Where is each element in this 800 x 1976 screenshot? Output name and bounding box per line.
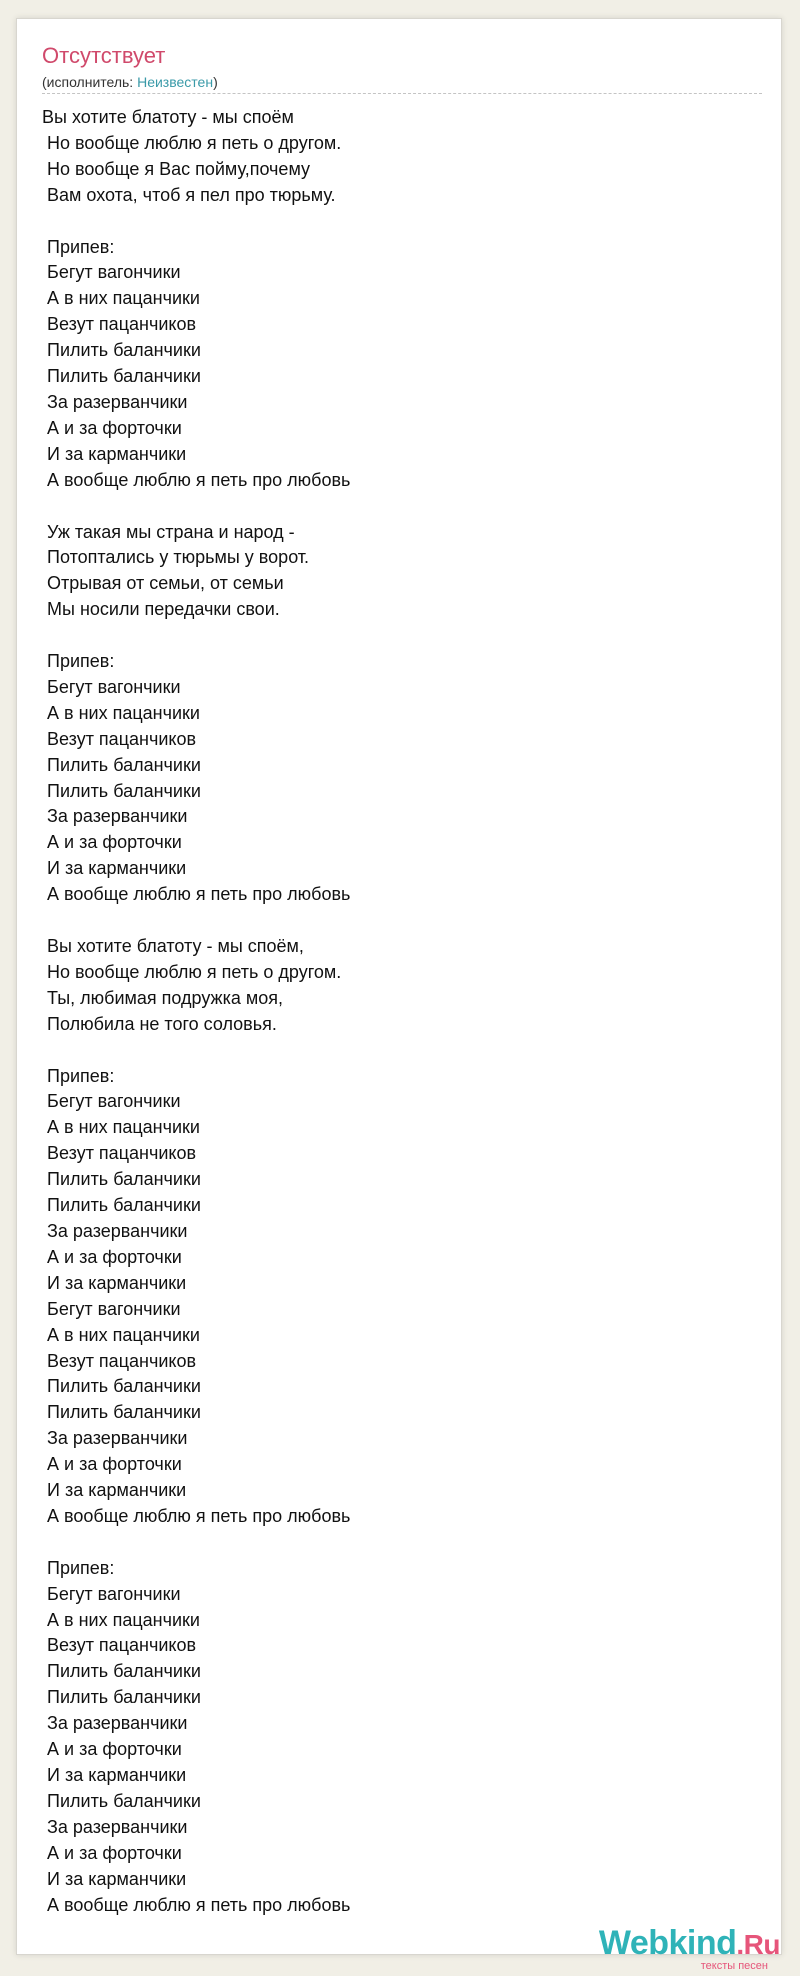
lyric-line: Везут пацанчиков bbox=[42, 1143, 197, 1164]
lyric-line: А и за форточки bbox=[42, 417, 182, 438]
lyric-line: А в них пацанчики bbox=[42, 288, 200, 309]
lyric-line: А в них пацанчики bbox=[42, 1609, 200, 1630]
lyric-line: И за карманчики bbox=[42, 858, 187, 879]
webkind-logo[interactable] bbox=[580, 1924, 780, 1974]
lyric-line: Пилить баланчики bbox=[42, 780, 201, 801]
lyric-line: И за карманчики bbox=[42, 1480, 187, 1501]
artist-link[interactable]: Неизвестен bbox=[137, 74, 214, 90]
lyric-line: Припев: bbox=[42, 651, 115, 672]
lyric-line: А и за форточки bbox=[42, 1739, 182, 1760]
lyrics-card bbox=[16, 18, 782, 1972]
lyric-line: Припев: bbox=[42, 236, 115, 257]
lyric-line: Бегут вагончики bbox=[42, 676, 181, 697]
lyrics-text bbox=[42, 105, 762, 1918]
artist-prefix: (исполнитель: bbox=[42, 74, 138, 90]
lyric-line: Но вообще люблю я петь о другом. bbox=[42, 961, 342, 982]
lyric-line: Припев: bbox=[42, 1557, 115, 1578]
lyric-line: Мы носили передачки свои. bbox=[42, 599, 280, 620]
lyric-line: За разерванчики bbox=[42, 806, 188, 827]
lyric-line: Везут пацанчиков bbox=[42, 1350, 197, 1371]
lyric-line: Но вообще я Вас пойму,почему bbox=[42, 158, 311, 179]
lyric-line: Бегут вагончики bbox=[42, 1583, 181, 1604]
lyric-line: А вообще люблю я петь про любовь bbox=[42, 469, 351, 490]
lyric-line: Но вообще люблю я петь о другом. bbox=[42, 132, 342, 153]
lyric-line: И за карманчики bbox=[42, 1765, 187, 1785]
lyric-line: Потоптались у тюрьмы у ворот. bbox=[42, 547, 310, 568]
lyric-line: И за карманчики bbox=[42, 1272, 187, 1293]
lyric-line: Бегут вагончики bbox=[42, 1091, 181, 1112]
lyric-line: А в них пацанчики bbox=[42, 1117, 200, 1138]
lyric-line: За разерванчики bbox=[42, 1220, 188, 1241]
lyric-line: Пилить баланчики bbox=[42, 1195, 201, 1216]
lyric-line: Бегут вагончики bbox=[42, 262, 181, 283]
lyric-line: Пилить баланчики bbox=[42, 1687, 201, 1708]
lyric-line: За разерванчики bbox=[42, 391, 188, 412]
lyric-line: За разерванчики bbox=[42, 1816, 188, 1837]
lyric-line: И за карманчики bbox=[42, 443, 187, 464]
lyric-line: Везут пацанчиков bbox=[42, 1635, 197, 1656]
lyric-line: И за карманчики bbox=[42, 1868, 187, 1889]
lyric-line: За разерванчики bbox=[42, 1713, 188, 1734]
song-title: Отсутствует bbox=[42, 43, 166, 68]
lyric-line: А в них пацанчики bbox=[42, 702, 200, 723]
lyric-line: Пилить баланчики bbox=[42, 754, 201, 775]
lyric-line: Уж такая мы страна и народ - bbox=[42, 521, 295, 542]
lyric-line: А вообще люблю я петь про любовь bbox=[42, 1505, 351, 1526]
logo-wordmark bbox=[599, 1924, 780, 1963]
lyric-line: Вам охота, чтоб я пел про тюрьму. bbox=[42, 184, 336, 205]
lyric-line: Ты, любимая подружка моя, bbox=[42, 987, 283, 1008]
logo-word: Webkind bbox=[598, 1924, 737, 1962]
lyric-line: Бегут вагончики bbox=[42, 1298, 181, 1319]
lyric-line: Пилить баланчики bbox=[42, 340, 201, 361]
lyric-line: А вообще люблю я петь про любовь bbox=[42, 1894, 351, 1915]
lyric-line: А и за форточки bbox=[42, 1842, 182, 1863]
lyric-line: Припев: bbox=[42, 1065, 115, 1086]
logo-tagline: тексты песен bbox=[700, 1960, 768, 1972]
lyric-line: Везут пацанчиков bbox=[42, 314, 197, 335]
lyric-line: А и за форточки bbox=[42, 1454, 182, 1475]
title-divider bbox=[42, 93, 762, 94]
lyric-line: Пилить баланчики bbox=[42, 1402, 201, 1423]
lyric-line: Вы хотите блатоту - мы споём bbox=[42, 107, 294, 127]
lyric-line: Вы хотите блатоту - мы споём, bbox=[42, 936, 304, 956]
lyric-line: А и за форточки bbox=[42, 832, 182, 853]
lyric-line: А вообще люблю я петь про любовь bbox=[42, 884, 351, 905]
lyric-line: Полюбила не того соловья. bbox=[42, 1013, 277, 1034]
logo-tld: .Ru bbox=[736, 1929, 780, 1960]
lyric-line: Отрывая от семьи, от семьи bbox=[42, 573, 284, 594]
artist-suffix: ) bbox=[213, 74, 218, 90]
lyric-line: Пилить баланчики bbox=[42, 1661, 201, 1682]
lyric-line: Пилить баланчики bbox=[42, 366, 201, 387]
lyric-line: Пилить баланчики bbox=[42, 1790, 201, 1811]
lyric-line: Пилить баланчики bbox=[42, 1169, 201, 1190]
lyric-line: Везут пацанчиков bbox=[42, 728, 197, 749]
lyric-line: А в них пацанчики bbox=[42, 1324, 200, 1345]
lyric-line: А и за форточки bbox=[42, 1246, 182, 1267]
artist-line bbox=[42, 74, 218, 90]
lyric-line: За разерванчики bbox=[42, 1428, 188, 1449]
lyric-line: Пилить баланчики bbox=[42, 1376, 201, 1397]
